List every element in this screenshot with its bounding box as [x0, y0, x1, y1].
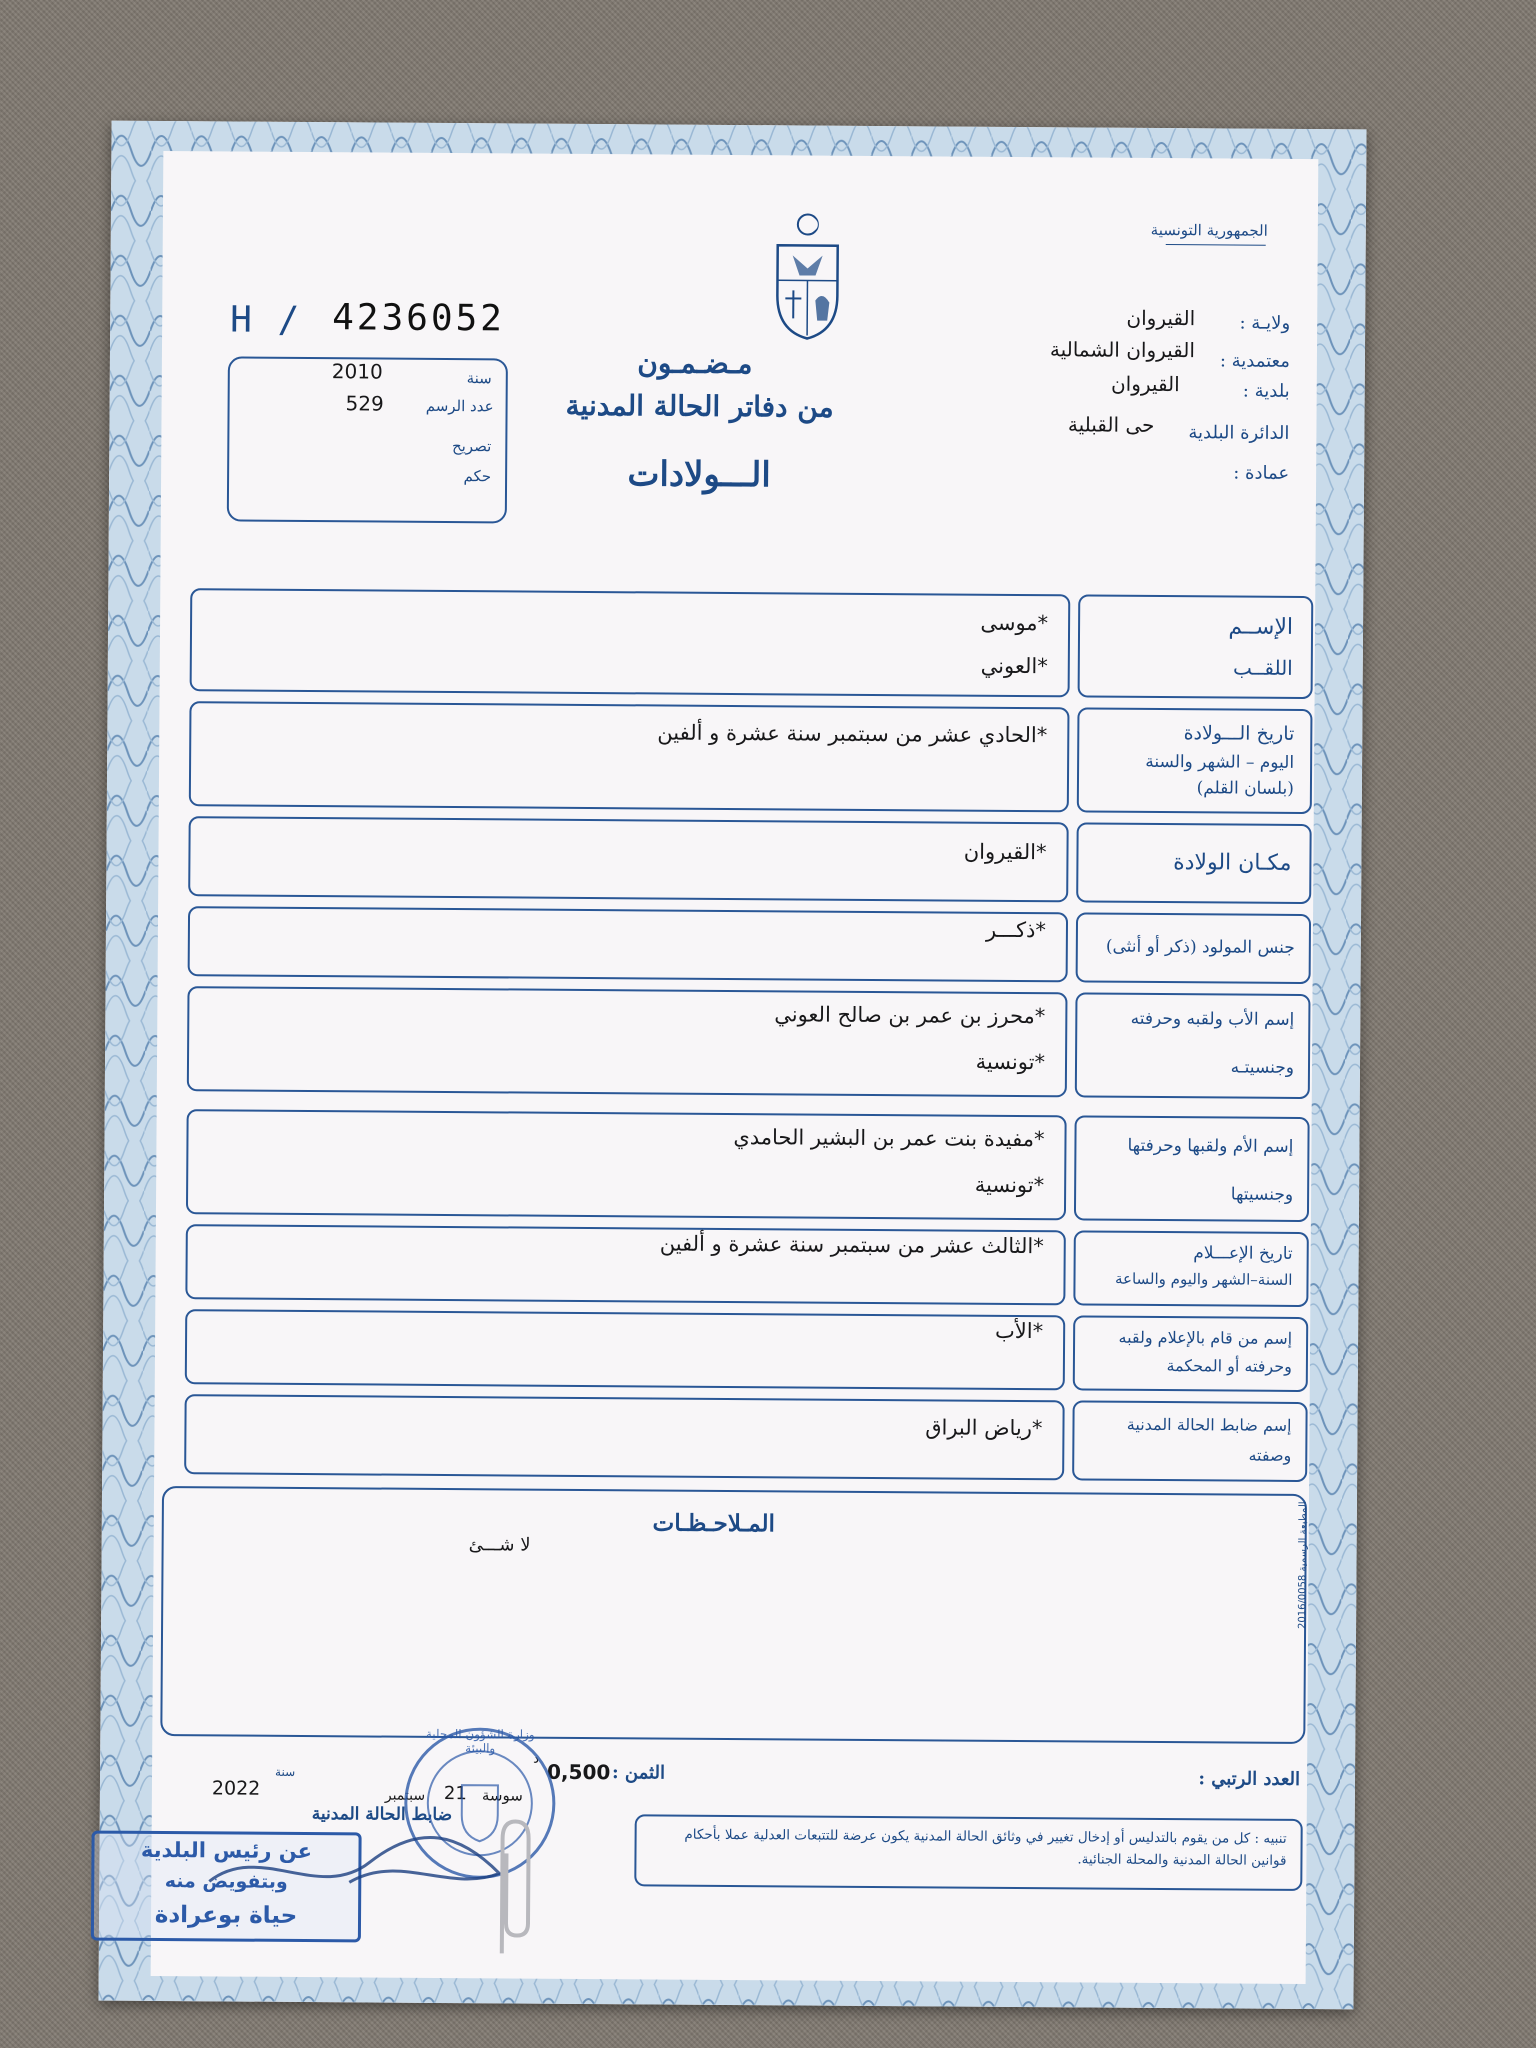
governorate-label: ولايـة :: [1239, 312, 1291, 334]
register-number-value: 529: [345, 391, 384, 416]
birth-place-value-box: [188, 816, 1069, 902]
mother-label-2: وجنسيتها: [1230, 1184, 1294, 1205]
officer-label-box: [1072, 1400, 1308, 1482]
declarant-value-box: [185, 1309, 1066, 1390]
stamp-line-2: وبتفويض منه: [164, 1870, 288, 1893]
country-name: الجمهورية التونسية: [1150, 220, 1268, 240]
name-value: *موسى: [980, 610, 1049, 636]
tunisia-coat-of-arms-icon: [767, 210, 848, 341]
father-value: *محرز بن عمر بن صالح العوني: [774, 1002, 1046, 1029]
civil-status-document: [98, 121, 1366, 2010]
birth-date-value-box: [189, 701, 1070, 812]
birth-place-label-box: [1076, 822, 1312, 904]
print-code: المطبعة الرسمية 2016/0058: [1297, 1501, 1309, 1630]
declaration-date-value: *الثالث عشر من سبتمبر سنة عشرة و ألفين: [659, 1231, 1044, 1259]
footer-serial-label: العدد الرتبي :: [1198, 1768, 1301, 1790]
declarant-label-1: إسم من قام بالإعلام ولقبه: [1118, 1327, 1293, 1348]
municipality-label: بلدية :: [1242, 380, 1290, 402]
imada-label: عمادة :: [1233, 462, 1290, 484]
footer-officer-title: ضابط الحالة المدنية: [311, 1804, 453, 1826]
declaration-date-label-2: السنة–الشهر واليوم والساعة: [1114, 1269, 1293, 1289]
mother-label-box: [1074, 1115, 1310, 1222]
title-extract: مـضـمـون: [637, 346, 753, 381]
officer-label-1: إسم ضابط الحالة المدنية: [1126, 1414, 1292, 1435]
notice-box: [634, 1814, 1302, 1891]
footer-year-value: 2022: [211, 1777, 261, 1800]
register-box: [227, 356, 508, 523]
declaration-date-value-box: [185, 1224, 1066, 1305]
birth-date-label-box: [1077, 707, 1313, 814]
footer-day-value: 21: [443, 1783, 467, 1805]
birth-date-label-3: (بلسان القلم): [1196, 778, 1295, 799]
surname-label: اللقــب: [1232, 655, 1293, 680]
notice-text: تنبيه : كل من يقوم بالتدليس أو إدخال تغيير في وثائق الحالة المدنية يكون عرضة للتتبعات العدلية عملا بأحكام قوانين الحالة المدنية والمحلة الجنائية.: [684, 1826, 1287, 1869]
surname-value: *العوني: [980, 653, 1048, 679]
footer-place-value: سوسة: [481, 1786, 523, 1805]
delegation-value: القيروان الشمالية: [1049, 337, 1196, 363]
remarks-title: المـلاحـظـات: [652, 1509, 776, 1538]
paper-clip-icon: [487, 1813, 538, 1963]
footer-price-value: 0,500: [546, 1759, 611, 1785]
serial-number: 4236052: [332, 297, 506, 340]
remarks-box: [160, 1486, 1307, 1744]
footer-price-label: الثمن :: [611, 1762, 666, 1784]
birth-date-label-2: اليوم – الشهر والسنة: [1145, 751, 1295, 773]
title-from-registers: من دفاتر الحالة المدنية: [565, 388, 834, 424]
declarant-label-2: وحرفته أو المحكمة: [1166, 1356, 1292, 1376]
birth-place-value: *القيروان: [963, 839, 1047, 865]
footer-month-value: سبتمبر: [384, 1787, 426, 1804]
father-nationality-value: *تونسية: [975, 1049, 1046, 1075]
declaration-date-label-1: تاريخ الإعـــلام: [1193, 1243, 1293, 1264]
declaration-date-label-box: [1073, 1230, 1309, 1307]
mother-value: *مفيدة بنت عمر بن البشير الحامدي: [733, 1125, 1045, 1152]
father-label-box: [1075, 992, 1311, 1099]
name-label: الإســم: [1228, 614, 1294, 640]
district-label: الدائرة البلدية: [1188, 422, 1290, 444]
serial-prefix: H /: [230, 299, 302, 341]
register-number-label: عدد الرسم: [425, 396, 494, 416]
sex-label-box: [1076, 912, 1311, 984]
governorate-value: القيروان: [1126, 305, 1196, 331]
sex-label: جنس المولود (ذكر أو أنثى): [1105, 936, 1295, 958]
birth-place-label: مكـان الولادة: [1173, 850, 1292, 876]
stamp-line-3: حياة بوعرادة: [154, 1901, 298, 1929]
footer-year-label: سنة: [275, 1764, 296, 1779]
father-value-box: [187, 986, 1068, 1097]
birth-date-label-1: تاريخ الـــولادة: [1183, 722, 1295, 745]
name-label-box: [1078, 594, 1314, 699]
register-year-label: سنة: [466, 369, 492, 388]
declarant-label-box: [1073, 1315, 1309, 1392]
remarks-value: لا شـــئ: [468, 1534, 531, 1556]
sex-value-box: [188, 906, 1068, 982]
mother-value-box: [186, 1109, 1067, 1220]
officer-label-2: وصفته: [1248, 1445, 1292, 1465]
birth-date-value: *الحادي عشر من سبتمبر سنة عشرة و ألفين: [657, 720, 1048, 748]
mother-label-1: إسم الأم ولقبها وحرفتها: [1127, 1135, 1294, 1157]
district-value: حى القبلية: [1067, 412, 1155, 437]
title-births: الـــولادات: [627, 454, 771, 496]
footer-price-unit: د: [533, 1751, 539, 1767]
father-label-1: إسم الأب ولقبه وحرفته: [1130, 1008, 1295, 1030]
officer-value: *رياض البراق: [925, 1415, 1043, 1441]
officer-value-box: [184, 1394, 1065, 1480]
delegation-label: معتمدية :: [1219, 350, 1290, 372]
sex-value: *ذكـــر: [985, 917, 1047, 943]
municipality-value: القيروان: [1110, 371, 1180, 397]
register-declaration-label: تصريح: [451, 437, 492, 456]
mother-nationality-value: *تونسية: [974, 1172, 1045, 1198]
register-year-value: 2010: [331, 359, 383, 384]
declarant-value: *الأب: [994, 1318, 1044, 1344]
stamp-line-1: عن رئيس البلدية: [140, 1837, 313, 1864]
register-judgment-label: حكم: [463, 467, 492, 486]
signature-scribble: [199, 1821, 520, 1913]
name-value-box: [190, 588, 1071, 697]
father-label-2: وجنسيتـه: [1230, 1057, 1295, 1078]
seal-text: وزارة الشؤون المحلية والبيئة: [425, 1726, 535, 1756]
